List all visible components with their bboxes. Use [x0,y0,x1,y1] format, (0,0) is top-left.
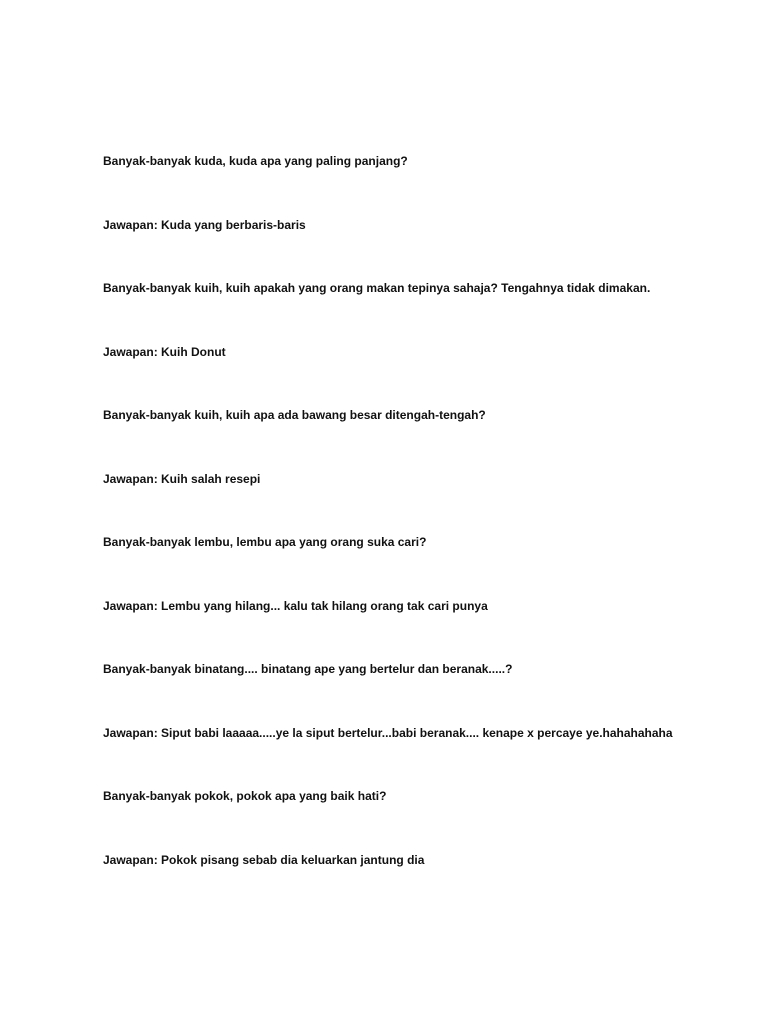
riddle-answer-2: Jawapan: Kuih Donut [103,344,226,359]
riddle-answer-1: Jawapan: Kuda yang berbaris-baris [103,217,306,232]
riddle-answer-3: Jawapan: Kuih salah resepi [103,471,261,486]
riddle-question-1: Banyak-banyak kuda, kuda apa yang paling panjang? [103,154,408,168]
riddle-question-3: Banyak-banyak kuih, kuih apa ada bawang besar ditengah-tengah? [103,408,486,422]
riddle-answer-5: Jawapan: Siput babi laaaaa.....ye la siput bertelur...babi beranak.... kenape x percaye ye.hahahahaha [103,725,673,740]
riddle-question-2: Banyak-banyak kuih, kuih apakah yang orang makan tepinya sahaja? Tengahnya tidak dimakan. [103,281,651,295]
riddle-question-6: Banyak-banyak pokok, pokok apa yang baik hati? [103,789,387,803]
riddle-list [103,153,743,915]
riddle-question-5: Banyak-banyak binatang.... binatang ape yang bertelur dan beranak.....? [103,662,513,676]
riddle-answer-6: Jawapan: Pokok pisang sebab dia keluarkan jantung dia [103,852,425,867]
riddle-question-4: Banyak-banyak lembu, lembu apa yang orang suka cari? [103,535,427,549]
riddle-answer-4: Jawapan: Lembu yang hilang... kalu tak hilang orang tak cari punya [103,598,488,613]
